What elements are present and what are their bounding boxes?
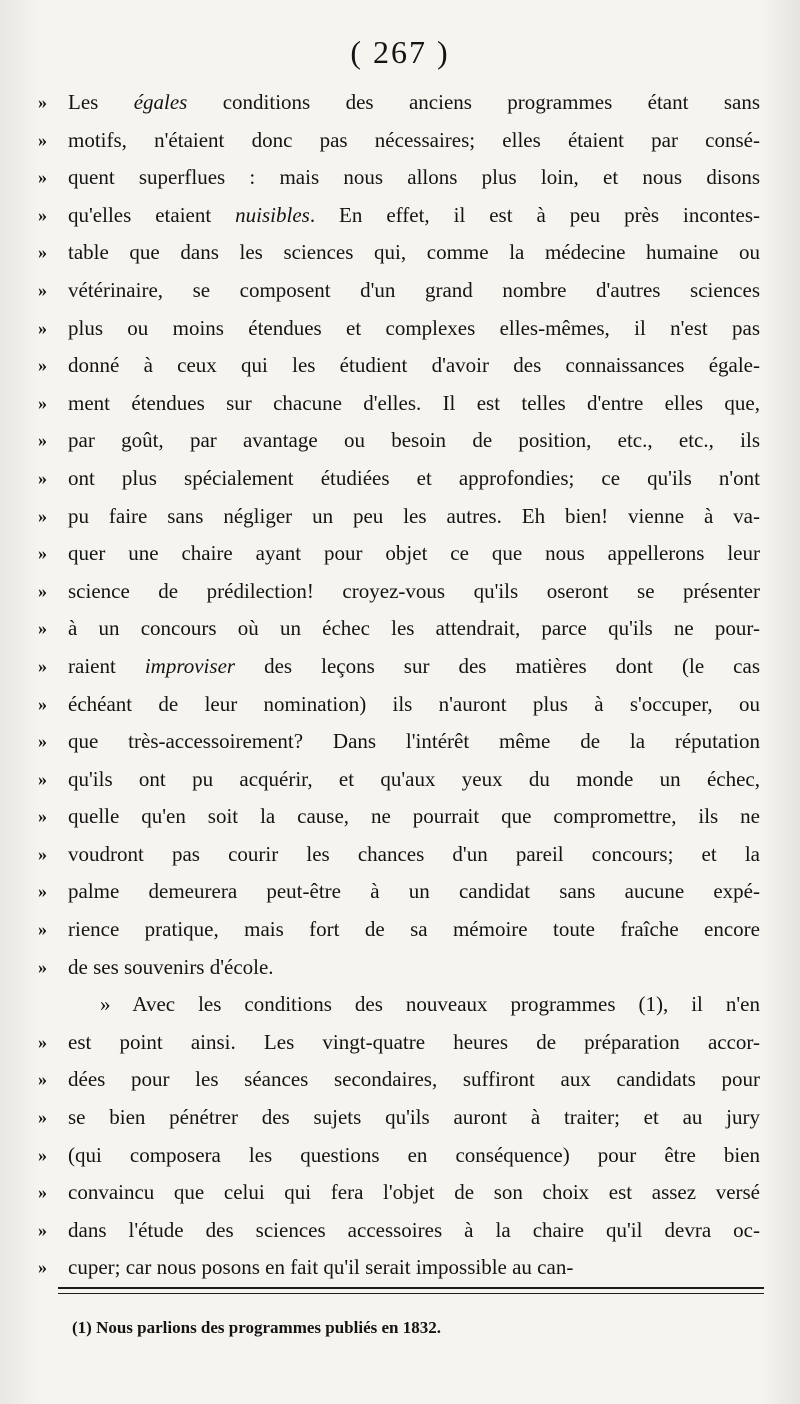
footnote-rule [58,1287,764,1289]
text-line [38,1099,760,1137]
text-line [38,573,760,611]
line-text: par goût, par avantage ou besoin de position, etc., etc., ils [68,428,760,453]
line-text: donné à ceux qui les étudient d'avoir des connaissances égale- [68,353,760,378]
text-line [38,84,760,122]
quote-mark: » [38,1107,47,1128]
line-text: dans l'étude des sciences accessoires à la chaire qu'il devra oc- [68,1217,760,1242]
footnote: (1) Nous parlions des programmes publiés en 1832. [72,1318,441,1337]
line-text: quer une chaire ayant pour objet ce que nous appellerons leur [68,541,760,566]
body-text [38,84,760,1287]
line-text: table que dans les sciences qui, comme la médecine humaine ou [68,240,760,265]
quote-mark: » [38,881,47,902]
text-line [38,911,760,949]
text-line [38,460,760,498]
text-line [38,272,760,310]
line-text: dées pour les séances secondaires, suffiront aux candidats pour [68,1067,760,1092]
text-line [38,836,760,874]
line-text: plus ou moins étendues et complexes elles-mêmes, il n'est pas [68,315,760,340]
text-line [38,122,760,160]
text-line [38,949,760,987]
line-text: à un concours où un échec les attendrait, parce qu'ils ne pour- [68,616,760,641]
footnote-rule-thin [58,1293,764,1294]
quote-mark: » [38,279,47,300]
quote-mark: » [38,843,47,864]
line-text: (qui composera les questions en conséquence) pour être bien [68,1142,760,1167]
line-text: échéant de leur nomination) ils n'auront plus à s'occuper, ou [68,691,760,716]
quote-mark: » [38,1069,47,1090]
text-line [38,347,760,385]
quote-mark: » [38,1219,47,1240]
line-text: que très-accessoirement? Dans l'intérêt même de la réputation [68,729,760,754]
text-line [38,648,760,686]
text-line [38,761,760,799]
line-text: rience pratique, mais fort de sa mémoire toute fraîche encore [68,917,760,942]
quote-mark: » [38,655,47,676]
text-line [38,535,760,573]
quote-mark: » [38,806,47,827]
quote-mark: » [38,1182,47,1203]
line-text: » Avec les conditions des nouveaux programmes (1), il n'en [100,992,760,1017]
quote-mark: » [38,392,47,413]
text-line [38,498,760,536]
text-line [38,1174,760,1212]
text-line [38,234,760,272]
text-line [38,1212,760,1250]
quote-mark: » [38,355,47,376]
line-text: pu faire sans négliger un peu les autres. Eh bien! vienne à va- [68,503,760,528]
line-text: qu'ils ont pu acquérir, et qu'aux yeux du monde un échec, [68,766,760,791]
line-text: vétérinaire, se composent d'un grand nombre d'autres sciences [68,277,760,302]
text-line [38,723,760,761]
quote-mark: » [38,731,47,752]
text-line [38,197,760,235]
quote-mark: » [38,430,47,451]
line-text: motifs, n'étaient donc pas nécessaires; elles étaient par consé- [68,127,760,152]
line-text: Les égales conditions des anciens programmes étant sans [68,90,761,114]
text-line [38,1137,760,1175]
text-line [38,986,760,1024]
text-line [38,686,760,724]
line-text: ment étendues sur chacune d'elles. Il est telles d'entre elles que, [68,390,760,415]
text-line [38,1024,760,1062]
quote-mark: » [38,242,47,263]
quote-mark: » [38,768,47,789]
text-line [38,873,760,911]
line-text: science de prédilection! croyez-vous qu'ils oseront se présenter [68,578,760,603]
quote-mark: » [38,919,47,940]
quote-mark: » [38,1031,47,1052]
quote-mark: » [38,693,47,714]
line-text: cuper; car nous posons en fait qu'il serait impossible au can- [68,1255,574,1280]
quote-mark: » [38,1144,47,1165]
quote-mark: » [38,167,47,188]
quote-mark: » [38,129,47,150]
line-text: voudront pas courir les chances d'un pareil concours; et la [68,841,760,866]
line-text: de ses souvenirs d'école. [68,954,274,979]
text-line [38,422,760,460]
text-line [38,1249,760,1287]
text-line [38,1061,760,1099]
quote-mark: » [38,467,47,488]
quote-mark: » [38,92,47,112]
text-line [38,385,760,423]
line-text: est point ainsi. Les vingt-quatre heures de préparation accor- [68,1029,760,1054]
text-line [38,610,760,648]
line-text: quent superflues : mais nous allons plus loin, et nous disons [68,165,760,190]
text-line [38,159,760,197]
line-text: convaincu que celui qui fera l'objet de son choix est assez versé [68,1180,760,1205]
line-text: raient improviser des leçons sur des matières dont (le cas [68,653,760,678]
text-line [38,310,760,348]
quote-mark: » [38,505,47,526]
text-line [38,798,760,836]
page-number: ( 267 ) [350,34,450,70]
quote-mark: » [38,543,47,564]
line-text: qu'elles etaient nuisibles. En effet, il est à peu près incontes- [68,202,761,227]
quote-mark: » [38,317,47,338]
line-text: se bien pénétrer des sujets qu'ils auront à traiter; et au jury [68,1105,760,1130]
line-text: palme demeurera peut-être à un candidat sans aucune expé- [68,879,760,904]
line-text: quelle qu'en soit la cause, ne pourrait que compromettre, ils ne [68,804,760,829]
quote-mark: » [38,618,47,639]
quote-mark: » [38,204,47,225]
line-text: ont plus spécialement étudiées et approfondies; ce qu'ils n'ont [68,465,760,490]
quote-mark: » [38,956,47,977]
quote-mark: » [38,1257,47,1278]
quote-mark: » [38,580,47,601]
